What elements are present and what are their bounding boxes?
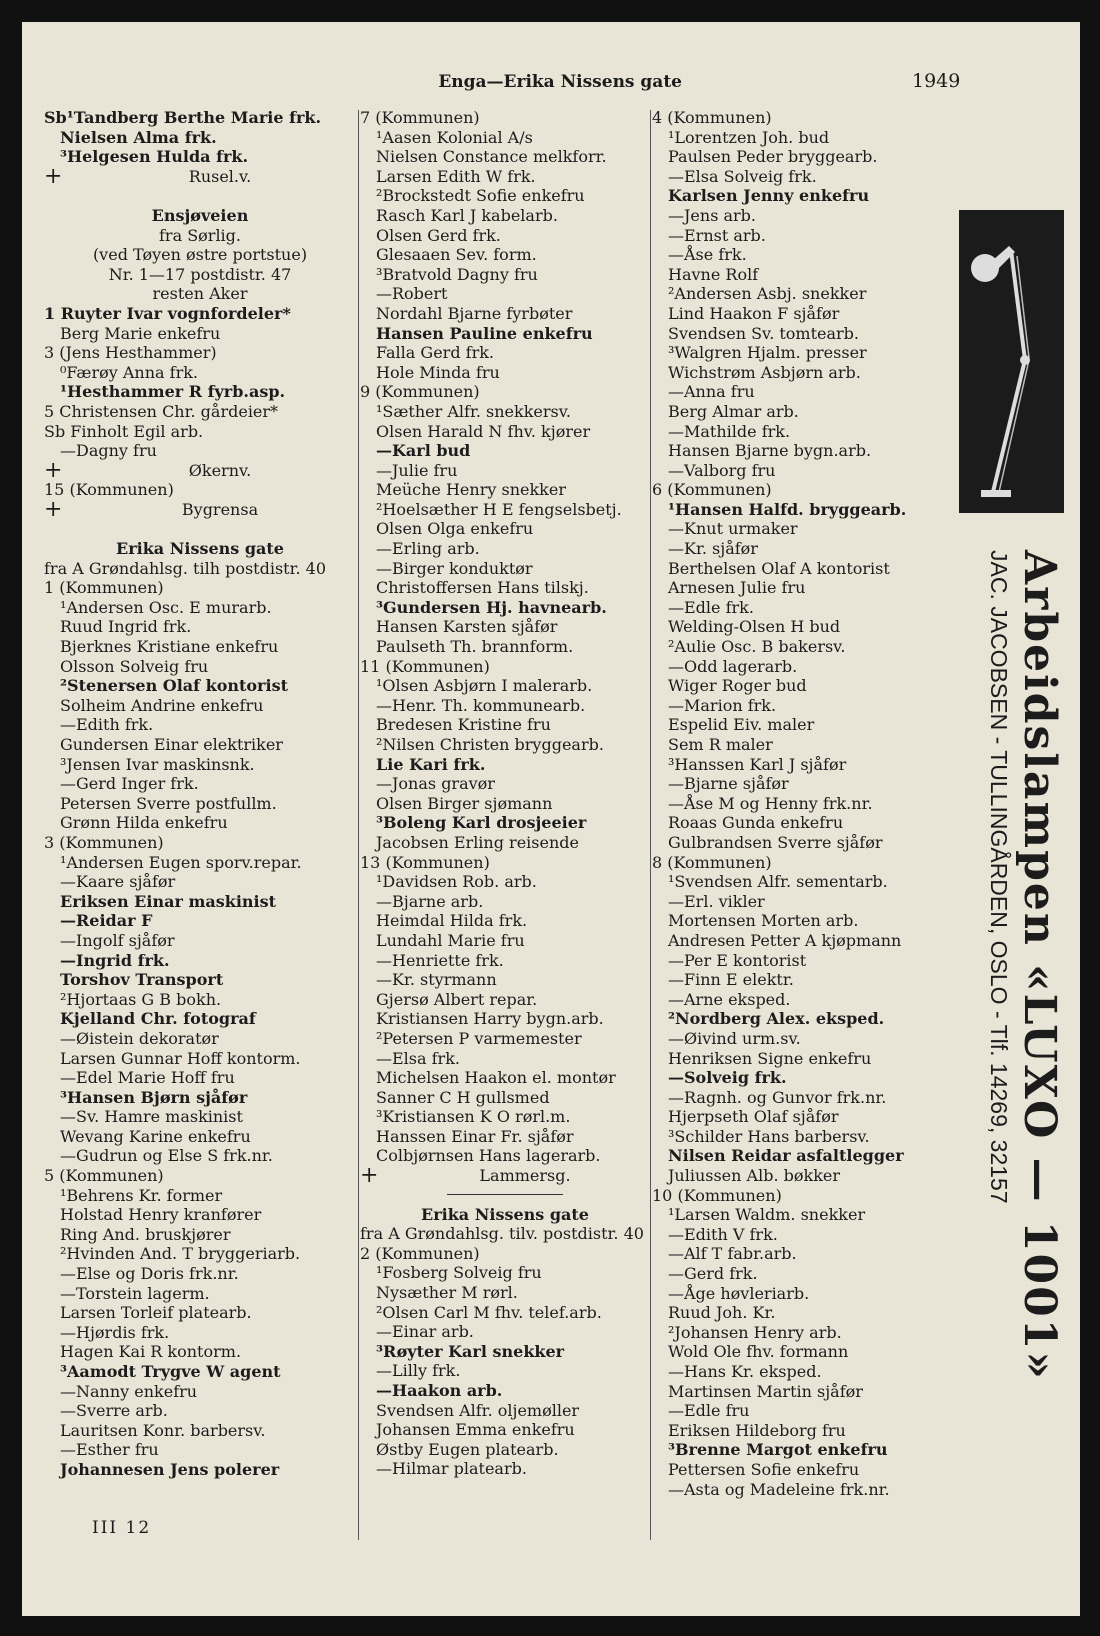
directory-entry: —Haakon arb. (376, 1381, 503, 1400)
directory-entry: —Erl. vikler (668, 891, 765, 911)
directory-entry: Nielsen Alma frk. (60, 127, 217, 147)
directory-entry: —Hjørdis frk. (60, 1322, 170, 1342)
directory-entry: —Henr. Th. kommunearb. (376, 695, 586, 715)
column-divider (650, 110, 651, 1540)
directory-entry: Olsen Birger sjømann (376, 793, 553, 813)
directory-entry: —Erling arb. (376, 539, 480, 559)
directory-entry: Sb Finholt Egil arb. (44, 421, 204, 441)
directory-entry: —Jens arb. (668, 205, 756, 225)
directory-entry: —Robert (376, 284, 448, 304)
directory-entry: Nielsen Constance melkforr. (376, 147, 607, 167)
directory-entry: Lauritsen Konr. barbersv. (60, 1420, 266, 1440)
directory-entry: Larsen Edith W frk. (376, 166, 536, 186)
directory-entry: —Torstein lagerm. (60, 1283, 210, 1303)
page-title: Enga—Erika Nissens gate (438, 72, 682, 92)
directory-entry: Henriksen Signe enkefru (668, 1048, 872, 1068)
cross-street (360, 1163, 650, 1189)
directory-entry: —Else og Doris frk.nr. (60, 1264, 239, 1284)
directory-entry: —Einar arb. (376, 1322, 474, 1342)
advertisement (984, 550, 1065, 1381)
section-rule (447, 1194, 563, 1195)
ad-subtitle: JAC. JACOBSEN - TULLINGÅRDEN, OSLO - Tlf. 14269, 32157 (986, 550, 1012, 1204)
directory-entry: Sb¹Tandberg Berthe Marie frk. (44, 108, 322, 127)
directory-entry: Johansen Emma enkefru (376, 1420, 575, 1440)
footer-signature: III 12 (92, 1518, 152, 1538)
directory-entry: —Sverre arb. (60, 1401, 168, 1421)
directory-entry: ³Boleng Karl drosjeeier (376, 813, 587, 833)
directory-entry: —Anna fru (668, 382, 755, 402)
directory-entry: ¹Behrens Kr. former (60, 1185, 223, 1205)
directory-entry: Paulsen Peder bryggearb. (668, 147, 878, 167)
directory-entry: Berg Marie enkefru (60, 323, 221, 343)
directory-entry: —Gerd frk. (668, 1264, 758, 1284)
directory-entry: —Edel Marie Hoff fru (60, 1068, 235, 1088)
directory-entry: ¹Larsen Waldm. snekker (668, 1205, 866, 1225)
directory-entry: ¹Lorentzen Joh. bud (668, 127, 830, 147)
directory-entry: ²Aulie Osc. B bakersv. (668, 637, 846, 657)
directory-entry: Nordahl Bjarne fyrbøter (376, 303, 573, 323)
directory-entry: Svendsen Sv. tomtearb. (668, 323, 860, 343)
directory-entry: ¹Hansen Halfd. bryggearb. (668, 499, 907, 519)
directory-entry: Martinsen Martin sjåfør (668, 1381, 863, 1401)
cross-street-symbol: + (44, 163, 63, 189)
directory-entry: ¹Andersen Osc. E murarb. (60, 597, 272, 617)
directory-entry: —Åse frk. (668, 245, 747, 265)
directory-entry: 1 Ruyter Ivar vognfordeler* (44, 303, 291, 323)
directory-entry: ²Hjortaas G B bokh. (60, 989, 222, 1009)
directory-entry: Grønn Hilda enkefru (60, 813, 228, 833)
directory-entry: Larsen Torleif platearb. (60, 1303, 252, 1323)
directory-entry: 1 (Kommunen) (44, 578, 164, 598)
directory-entry: Meüche Henry snekker (376, 480, 566, 500)
directory-entry: Holstad Henry kranfører (60, 1205, 262, 1225)
column-2 (360, 108, 650, 1479)
directory-entry: 3 (Kommunen) (44, 832, 164, 852)
directory-entry: fra A Grøndahlsg. tilv. postdistr. 40 (360, 1224, 644, 1244)
directory-entry: —Henriette frk. (376, 950, 504, 970)
directory-entry: ³Hanssen Karl J sjåfør (668, 754, 847, 774)
directory-entry: —Ragnh. og Gunvor frk.nr. (668, 1087, 887, 1107)
directory-entry: —Dagny fru (60, 441, 157, 461)
directory-entry: —Ernst arb. (668, 225, 766, 245)
directory-entry: —Edle fru (668, 1401, 750, 1421)
directory-entry: —Hans Kr. eksped. (668, 1362, 822, 1381)
street-heading: Ensjøveien (151, 205, 249, 225)
directory-entry: Hanssen Einar Fr. sjåfør (376, 1126, 574, 1146)
directory-entry: 10 (Kommunen) (652, 1185, 782, 1205)
directory-entry: ³Schilder Hans barbersv. (668, 1126, 870, 1146)
directory-entry: Olsson Solveig fru (60, 656, 209, 676)
directory-entry: ¹Sæther Alfr. snekkersv. (376, 401, 571, 421)
directory-entry: ³Jensen Ivar maskinsnk. (60, 754, 255, 774)
directory-entry: Hansen Bjarne bygn.arb. (668, 441, 872, 461)
street-heading: Erika Nissens gate (116, 539, 284, 559)
directory-entry: Kjelland Chr. fotograf (60, 1009, 256, 1029)
street-heading: Erika Nissens gate (421, 1204, 589, 1224)
directory-entry: ²Petersen P varmemester (376, 1028, 582, 1048)
directory-entry: Larsen Gunnar Hoff kontorm. (60, 1048, 301, 1068)
directory-entry: ³Gundersen Hj. havnearb. (376, 597, 607, 617)
directory-entry: Torshov Transport (60, 970, 224, 990)
directory-entry: Nilsen Reidar asfaltlegger (668, 1146, 904, 1166)
directory-entry: Nr. 1—17 postdistr. 47 (108, 264, 292, 284)
directory-entry: Jacobsen Erling reisende (376, 832, 579, 852)
directory-entry: —Gudrun og Else S frk.nr. (60, 1146, 273, 1166)
directory-entry: ³Bratvold Dagny fru (376, 264, 538, 284)
directory-entry: —Bjarne arb. (376, 891, 484, 911)
spacer (44, 519, 356, 539)
cross-street (44, 496, 356, 522)
directory-entry: (ved Tøyen østre portstue) (92, 245, 308, 265)
directory-entry: Petersen Sverre postfullm. (60, 793, 277, 813)
directory-entry: —Øistein dekoratør (60, 1028, 219, 1048)
cross-street-name: Økernv. (188, 460, 252, 480)
directory-entry: Rasch Karl J kabelarb. (376, 205, 558, 225)
directory-entry: 5 (Kommunen) (44, 1166, 164, 1186)
directory-entry: Lundahl Marie fru (376, 930, 525, 950)
directory-entry: —Karl bud (376, 441, 471, 461)
directory-entry: Kristiansen Harry bygn.arb. (376, 1009, 604, 1029)
directory-entry: —Elsa frk. (376, 1048, 460, 1068)
directory-entry: Roaas Gunda enkefru (668, 813, 844, 833)
directory-entry: —Lilly frk. (376, 1361, 461, 1381)
directory-entry: Bjerknes Kristiane enkefru (60, 637, 279, 657)
directory-entry: Nysæther M rørl. (376, 1283, 518, 1303)
directory-entry: Mortensen Morten arb. (668, 911, 859, 931)
directory-entry: Welding-Olsen H bud (668, 617, 841, 637)
directory-entry: ²Nordberg Alex. eksped. (668, 1009, 885, 1029)
column-3 (652, 108, 942, 1499)
directory-entry: —Odd lagerarb. (668, 656, 798, 676)
directory-entry: Falla Gerd frk. (376, 343, 494, 363)
directory-entry: —Jonas gravør (376, 774, 495, 794)
directory-entry: —Kr. styrmann (376, 970, 497, 990)
directory-entry: —Esther fru (60, 1440, 159, 1460)
directory-entry: fra Sørlig. (159, 225, 241, 245)
directory-entry: —Gerd Inger frk. (60, 774, 199, 794)
cross-street-name: Rusel.v. (188, 166, 252, 186)
directory-entry: Juliussen Alb. bøkker (668, 1166, 841, 1186)
directory-entry: Heimdal Hilda frk. (376, 911, 528, 931)
directory-entry: Wiger Roger bud (668, 676, 807, 696)
cross-street-symbol: + (44, 496, 63, 522)
directory-entry: Wold Ole fhv. formann (668, 1342, 849, 1362)
column-divider (358, 110, 359, 1540)
directory-entry: Espelid Eiv. maler (668, 715, 815, 735)
directory-entry: Michelsen Haakon el. montør (376, 1068, 616, 1088)
directory-entry: Lie Kari frk. (376, 754, 486, 774)
directory-entry: Hagen Kai R kontorm. (60, 1342, 242, 1362)
directory-entry: ²Hoelsæther H E fengselsbetj. (376, 499, 622, 519)
directory-entry: —Asta og Madeleine frk.nr. (668, 1479, 890, 1499)
directory-entry: ¹Fosberg Solveig fru (376, 1263, 542, 1283)
directory-entry: ²Olsen Carl M fhv. telef.arb. (376, 1302, 602, 1322)
cross-street (44, 163, 356, 189)
directory-entry: —Edith V frk. (668, 1224, 778, 1244)
directory-entry: —Knut urmaker (668, 519, 798, 539)
directory-entry: Wevang Karine enkefru (60, 1126, 251, 1146)
directory-entry: Ruud Joh. Kr. (668, 1303, 776, 1323)
directory-entry: Havne Rolf (668, 264, 759, 284)
directory-entry: Wichstrøm Asbjørn arb. (668, 362, 861, 382)
directory-entry: Hansen Pauline enkefru (376, 323, 593, 343)
directory-entry: —Nanny enkefru (60, 1381, 198, 1401)
directory-entry: Eriksen Hildeborg fru (668, 1420, 846, 1440)
directory-entry: ³Brenne Margot enkefru (668, 1440, 888, 1460)
directory-entry: Arnesen Julie fru (668, 578, 806, 598)
directory-entry: Paulseth Th. brannform. (376, 637, 574, 657)
cross-street-name: Lammersg. (479, 1166, 571, 1186)
directory-entry: Hjerpseth Olaf sjåfør (668, 1107, 839, 1127)
lamp-icon (959, 210, 1064, 513)
directory-entry: Glesaaen Sev. form. (376, 245, 537, 265)
directory-entry: ²Johansen Henry arb. (668, 1322, 842, 1342)
directory-entry: Olsen Harald N fhv. kjører (376, 421, 591, 441)
ad-title: Arbeidslampen «LUXO — 1001» (1014, 550, 1065, 1381)
directory-entry: ²Hvinden And. T bryggeriarb. (60, 1244, 301, 1264)
directory-entry: —Reidar F (60, 911, 153, 931)
directory-entry: ¹Hesthammer R fyrb.asp. (60, 382, 286, 402)
directory-entry: 3 (Jens Hesthammer) (44, 343, 217, 363)
directory-entry: ²Stenersen Olaf kontorist (60, 676, 288, 696)
directory-entry: Svendsen Alfr. oljemøller (376, 1400, 580, 1420)
directory-entry: Gjersø Albert repar. (376, 989, 538, 1009)
directory-entry: Lind Haakon F sjåfør (668, 303, 840, 323)
directory-entry: ²Nilsen Christen bryggearb. (376, 735, 604, 754)
directory-entry: ¹Olsen Asbjørn I malerarb. (376, 676, 593, 696)
directory-entry: ¹Davidsen Rob. arb. (376, 872, 537, 892)
directory-entry: ³Aamodt Trygve W agent (60, 1362, 281, 1381)
directory-entry: —Mathilde frk. (668, 421, 791, 441)
directory-entry: —Alf T fabr.arb. (668, 1244, 797, 1264)
cross-street (44, 457, 356, 483)
directory-entry: —Edith frk. (60, 715, 154, 735)
directory-entry: —Kr. sjåfør (668, 539, 758, 559)
directory-entry: —Julie fru (376, 460, 458, 480)
directory-entry: —Edle frk. (668, 597, 754, 617)
directory-entry: Ring And. bruskjører (60, 1224, 231, 1244)
directory-entry: resten Aker (152, 284, 248, 304)
directory-entry: —Valborg fru (668, 460, 776, 480)
directory-entry: Karlsen Jenny enkefru (668, 186, 870, 206)
directory-entry: 2 (Kommunen) (360, 1243, 480, 1263)
directory-entry: —Solveig frk. (668, 1068, 787, 1088)
directory-entry: Eriksen Einar maskinist (60, 891, 277, 911)
directory-entry: 4 (Kommunen) (652, 108, 772, 127)
directory-entry: Andresen Petter A kjøpmann (668, 930, 902, 950)
directory-entry: —Hilmar platearb. (376, 1459, 527, 1479)
spacer (44, 186, 356, 206)
directory-entry: Johannesen Jens polerer (60, 1459, 280, 1479)
directory-entry: Olsen Olga enkefru (376, 519, 534, 539)
directory-entry: ¹Andersen Eugen sporv.repar. (60, 852, 302, 872)
directory-entry: Solheim Andrine enkefru (60, 695, 264, 715)
directory-entry: 5 Christensen Chr. gårdeier* (44, 401, 279, 421)
directory-entry: ³Helgesen Hulda frk. (60, 147, 249, 167)
directory-entry: Hole Minda fru (376, 362, 500, 382)
directory-entry: Olsen Gerd frk. (376, 225, 501, 245)
directory-entry: —Elsa Solveig frk. (668, 166, 817, 186)
directory-entry: Gulbrandsen Sverre sjåfør (668, 832, 883, 852)
directory-entry: Sanner C H gullsmed (376, 1087, 550, 1107)
directory-entry: —Finn E elektr. (668, 970, 794, 990)
directory-entry: Pettersen Sofie enkefru (668, 1459, 860, 1479)
directory-entry: 15 (Kommunen) (44, 480, 174, 500)
directory-entry: Sem R maler (668, 735, 773, 754)
cross-street-symbol: + (44, 457, 63, 483)
directory-entry: ¹Svendsen Alfr. sementarb. (668, 872, 888, 892)
directory-entry: ²Brockstedt Sofie enkefru (376, 186, 585, 206)
directory-entry: —Åse M og Henny frk.nr. (668, 793, 873, 813)
directory-entry: ¹Aasen Kolonial A/s (376, 127, 533, 147)
column-1 (44, 108, 356, 1480)
directory-entry: —Marion frk. (668, 695, 777, 715)
directory-entry: fra A Grøndahlsg. tilh postdistr. 40 (44, 558, 327, 578)
page-number: 1949 (912, 70, 961, 92)
directory-entry: Hansen Karsten sjåfør (376, 617, 558, 637)
directory-entry: 13 (Kommunen) (360, 852, 490, 872)
directory-entry: —Bjarne sjåfør (668, 774, 789, 794)
directory-entry: —Per E kontorist (668, 950, 807, 970)
directory-entry: ³Hansen Bjørn sjåfør (60, 1087, 248, 1107)
directory-entry: —Ingrid frk. (60, 950, 170, 970)
directory-entry: Østby Eugen platearb. (376, 1439, 559, 1459)
directory-entry: —Øivind urm.sv. (668, 1028, 801, 1048)
directory-entry: —Sv. Hamre maskinist (60, 1107, 243, 1127)
directory-entry: 8 (Kommunen) (652, 852, 772, 872)
directory-entry: 11 (Kommunen) (360, 656, 490, 676)
cross-street-name: Bygrensa (181, 499, 259, 519)
directory-entry: 6 (Kommunen) (652, 480, 772, 500)
directory-entry: Colbjørnsen Hans lagerarb. (376, 1146, 601, 1166)
directory-entry: ²Andersen Asbj. snekker (668, 284, 867, 304)
directory-entry: Gundersen Einar elektriker (60, 735, 283, 754)
directory-entry: Berg Almar arb. (668, 401, 799, 421)
directory-entry: Ruud Ingrid frk. (60, 617, 192, 637)
directory-entry: Berthelsen Olaf A kontorist (668, 558, 890, 578)
directory-entry: ³Kristiansen K O rørl.m. (376, 1107, 571, 1127)
directory-entry: —Åge høvleriarb. (668, 1283, 810, 1303)
directory-entry: —Kaare sjåfør (60, 872, 176, 892)
directory-entry: Bredesen Kristine fru (376, 715, 551, 735)
cross-street-symbol: + (360, 1163, 379, 1189)
directory-entry: ⁰Færøy Anna frk. (60, 362, 199, 382)
directory-entry: 7 (Kommunen) (360, 108, 480, 127)
directory-entry: Christoffersen Hans tilskj. (376, 578, 589, 598)
directory-entry: ³Røyter Karl snekker (376, 1341, 565, 1361)
directory-page (22, 22, 1080, 1616)
directory-entry: —Birger konduktør (376, 558, 533, 578)
directory-entry: —Arne eksped. (668, 989, 791, 1009)
directory-entry: 9 (Kommunen) (360, 382, 480, 402)
directory-entry: —Ingolf sjåfør (60, 930, 175, 950)
directory-entry: ³Walgren Hjalm. presser (668, 343, 867, 363)
